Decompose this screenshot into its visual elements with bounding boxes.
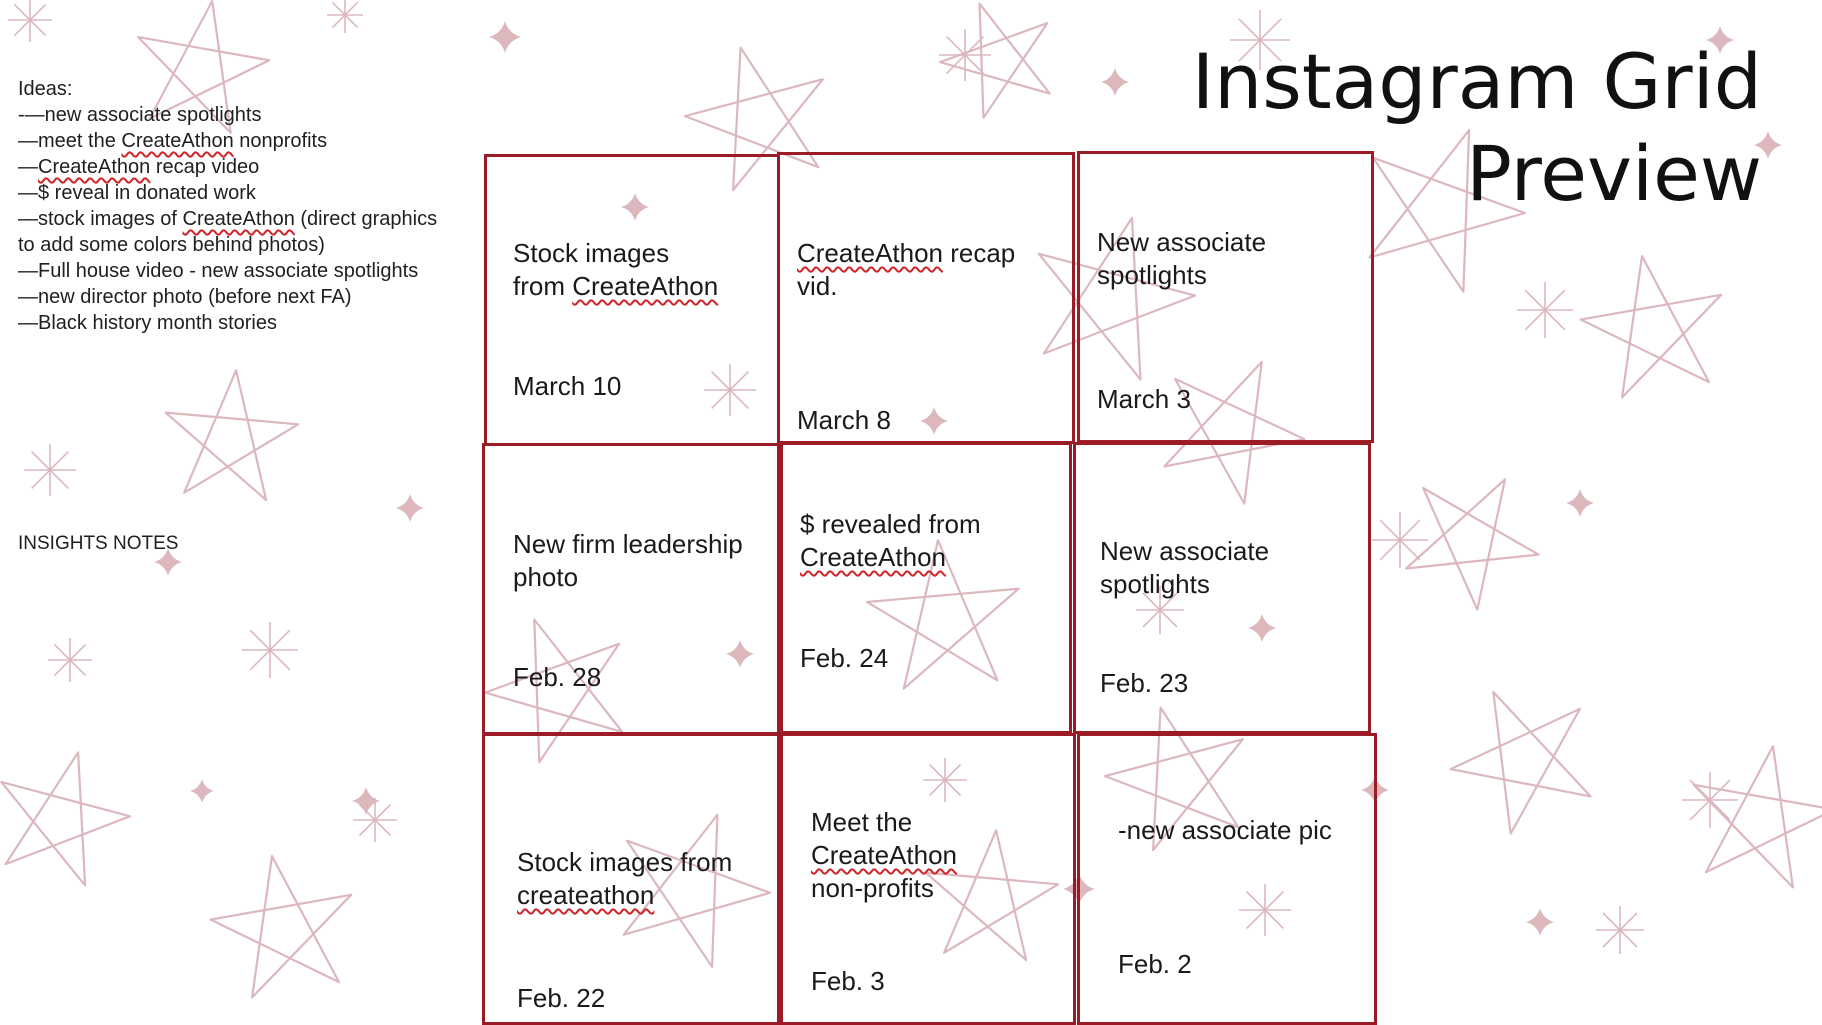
tile-date: March 8 (797, 405, 891, 435)
sparkle-doodle (1101, 68, 1129, 96)
idea-item: —stock images of CreateAthon (direct graphics to add some colors behind photos) (18, 208, 438, 256)
star-doodle (1451, 692, 1591, 834)
idea-item: —Black history month stories (18, 312, 277, 334)
asterisk-doodle (1517, 282, 1573, 338)
tile-caption: Stock images from CreateAthon (513, 238, 719, 301)
grid-tile[interactable] (482, 733, 780, 1025)
tile-date: Feb. 28 (513, 662, 602, 692)
idea-item: —$ reveal in donated work (18, 182, 256, 204)
grid-tile[interactable] (780, 733, 1076, 1025)
sparkle-doodle (489, 21, 521, 53)
star-doodle (166, 370, 299, 500)
ideas-list (18, 76, 458, 336)
asterisk-doodle (24, 444, 76, 496)
tile-caption: New firm leadership photo (513, 529, 743, 592)
tile-date: Feb. 22 (517, 983, 606, 1013)
grid-tile[interactable] (1077, 151, 1374, 443)
asterisk-doodle (48, 638, 92, 682)
sparkle-doodle (1526, 908, 1554, 936)
star-doodle (1406, 479, 1538, 609)
idea-item: —new director photo (before next FA) (18, 286, 352, 308)
star-doodle (940, 4, 1050, 118)
tile-caption: CreateAthon recap vid. (797, 238, 1016, 301)
asterisk-doodle (1596, 906, 1644, 954)
tile-date: Feb. 2 (1118, 949, 1192, 979)
grid-tile[interactable] (777, 152, 1075, 444)
idea-item-word: CreateAthon (182, 208, 295, 230)
tile-caption: Meet the CreateAthon non-profits (811, 807, 957, 903)
star-doodle (1694, 746, 1822, 887)
grid-tile[interactable] (484, 154, 780, 446)
asterisk-doodle (1682, 772, 1738, 828)
tile-caption: -new associate pic (1118, 815, 1332, 845)
tile-date: Feb. 24 (800, 643, 889, 673)
tile-date: Feb. 3 (811, 966, 885, 996)
tile-date: March 3 (1097, 384, 1191, 414)
ideas-heading: Ideas: (18, 78, 73, 100)
slide-title: Instagram Grid Preview (1191, 37, 1762, 218)
asterisk-doodle (1372, 512, 1428, 568)
tile-caption: New associate spotlights (1100, 536, 1270, 599)
sparkle-doodle (190, 779, 214, 803)
idea-item: —CreateAthon recap video (18, 156, 260, 178)
tile-caption: New associate spotlights (1097, 227, 1267, 290)
star-doodle (1, 752, 130, 885)
star-doodle (211, 856, 352, 997)
tile-caption: $ revealed from CreateAthon (800, 509, 981, 572)
grid-tile[interactable] (780, 442, 1072, 734)
sparkle-doodle (396, 494, 424, 522)
asterisk-doodle (327, 0, 363, 33)
grid-tile[interactable] (1077, 733, 1377, 1025)
idea-item: —meet the CreateAthon nonprofits (18, 130, 328, 152)
star-doodle (1581, 256, 1722, 397)
asterisk-doodle (939, 29, 991, 81)
grid-tile[interactable] (482, 443, 780, 735)
idea-item-word: CreateAthon (38, 156, 151, 178)
idea-item: -—new associate spotlights (18, 104, 262, 126)
tile-date: Feb. 23 (1100, 668, 1189, 698)
insights-notes-label: INSIGHTS NOTES (18, 533, 179, 554)
asterisk-doodle (8, 0, 52, 42)
idea-item-word: CreateAthon (121, 130, 234, 152)
tile-caption: Stock images from createathon (517, 847, 733, 910)
grid-tile[interactable] (1073, 442, 1371, 734)
asterisk-doodle (242, 622, 298, 678)
tile-date: March 10 (513, 371, 622, 401)
sparkle-doodle (1566, 489, 1594, 517)
idea-item: —Full house video - new associate spotlights (18, 260, 419, 282)
